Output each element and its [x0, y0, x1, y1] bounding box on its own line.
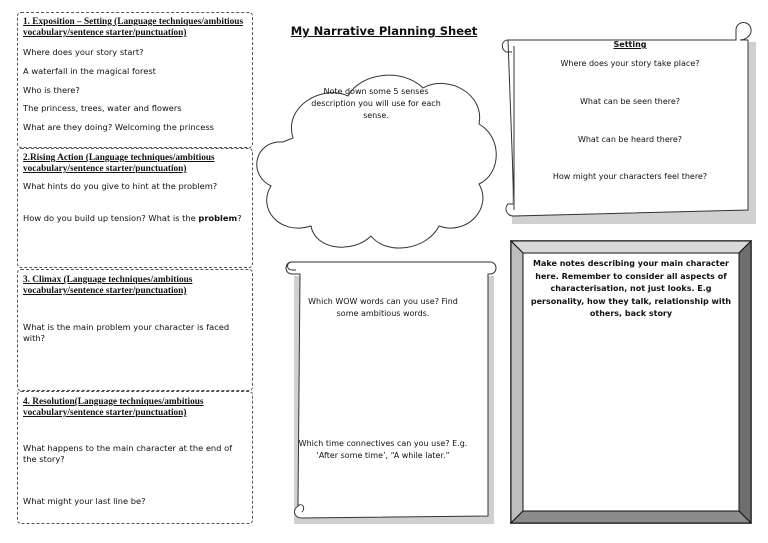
resolution-line-2: What might your last line be? — [23, 496, 146, 506]
time-connectives-prompt: Which time connectives can you use? E.g. ‘After some time’, “A while later.” — [298, 439, 468, 460]
exposition-box — [17, 12, 253, 148]
rising-action-heading: 2.Rising Action (Language techniques/ambitious vocabulary/sentence starter/punctuation) — [23, 153, 215, 174]
exposition-line-3: Who is there? — [23, 85, 80, 95]
page-title: My Narrative Planning Sheet — [290, 24, 478, 38]
setting-question-4: How might your characters feel there? — [552, 172, 708, 181]
setting-heading: Setting — [613, 40, 647, 49]
resolution-box — [17, 391, 253, 524]
cloud-prompt: Note down some 5 senses description you will use for each sense. — [311, 87, 441, 120]
climax-line-1: What is the main problem your character is faced with? — [23, 322, 230, 343]
resolution-line-1: What happens to the main character at the end of the story? — [23, 443, 233, 464]
setting-question-3: What can be heard there? — [577, 135, 683, 144]
setting-question-1: Where does your story take place? — [560, 59, 700, 68]
exposition-line-1: Where does your story start? — [23, 47, 144, 57]
climax-heading: 3. Climax (Language techniques/ambitious vocabulary/sentence starter/punctuation) — [23, 275, 193, 296]
wow-words-prompt: Which WOW words can you use? Find some ambitious words. — [308, 297, 458, 318]
rising-action-box — [17, 148, 253, 268]
rising-action-line-2-end: ? — [237, 213, 242, 223]
climax-box — [17, 269, 253, 391]
character-prompt: Make notes describing your main character here. Remember to consider all aspects of characterisation, not just looks. E.g personality, how they talk, relationship with others, back story — [530, 259, 732, 318]
rising-action-line-1: What hints do you give to hint at the problem? — [23, 181, 218, 191]
rising-action-line-2 — [23, 213, 248, 224]
exposition-line-2: A waterfall in the magical forest — [23, 66, 156, 76]
exposition-line-4: The princess, trees, water and flowers — [23, 103, 182, 113]
resolution-heading: 4. Resolution(Language techniques/ambitious vocabulary/sentence starter/punctuation) — [23, 397, 204, 418]
setting-question-2: What can be seen there? — [579, 97, 681, 106]
exposition-heading: 1. Exposition – Setting (Language techniques/ambitious vocabulary/sentence starter/punctuation) — [23, 17, 244, 38]
exposition-line-5: What are they doing? Welcoming the princess — [23, 122, 214, 132]
rising-action-line-2-bold: problem — [198, 213, 238, 223]
rising-action-line-2-text: How do you build up tension? What is the — [23, 213, 199, 223]
